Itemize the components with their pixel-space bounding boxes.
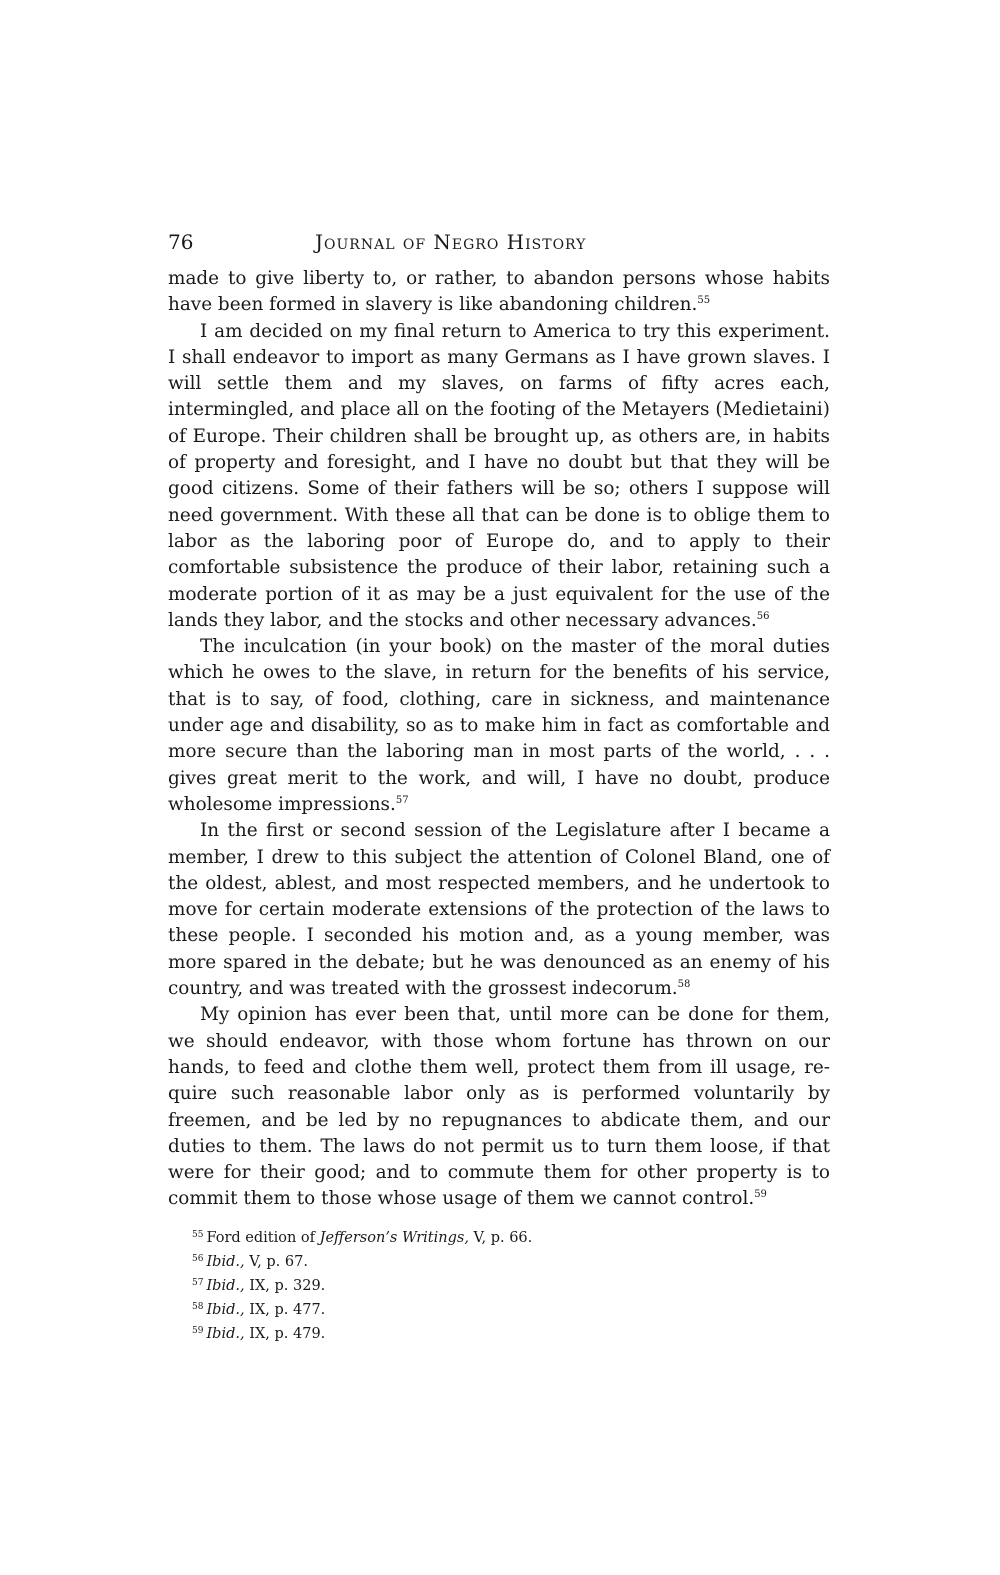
footnote-prefix: Ford edition of — [206, 1229, 320, 1246]
footnote-text — [206, 1275, 325, 1297]
footnote-text — [206, 1251, 307, 1273]
footnote — [192, 1251, 830, 1275]
paragraph-text: made to give liberty to, or rather, to abandon persons whose habits have been formed in slavery is like abandoning children. — [168, 268, 830, 316]
footnote — [192, 1299, 830, 1323]
footnote-citation: V, p. 66. — [468, 1229, 533, 1246]
footnote-text — [206, 1299, 325, 1321]
footnote-citation: IX, p. 477. — [244, 1301, 326, 1318]
footnote-ref: 56 — [756, 610, 770, 622]
paragraph — [168, 319, 830, 635]
footnote-number: 56 — [192, 1253, 204, 1264]
footnote-title: Ibid., — [206, 1277, 245, 1294]
footnote-title: Ibid., — [206, 1253, 245, 1270]
footnote-number: 59 — [192, 1325, 204, 1336]
footnote-ref: 55 — [697, 295, 711, 307]
paragraph — [168, 266, 830, 319]
paragraph — [168, 1002, 830, 1212]
footnote-ref: 58 — [677, 978, 691, 990]
footnotes — [168, 1227, 830, 1347]
footnote — [192, 1323, 830, 1347]
footnote-citation: IX, p. 329. — [244, 1277, 326, 1294]
paragraph-text: In the first or second session of the Legislature after I became a member, I drew to this subject the attention of Colonel Bland, one of the oldest, ablest, and most respected members, and he undertook to move for certain moderate extensions of the protection of the laws to these people. I seconded his motion and, as a young member, was more spared in the debate; but he was denounced as an enemy of his country, and was treated with the grossest indecorum. — [168, 820, 830, 1000]
paragraph-text: I am decided on my final return to America to try this experiment. I shall endeavor to import as many Germans as I have grown slaves. I will settle them and my slaves, on farms of fifty acres each, intermingled, and place all on the footing of the Metayers (Medietaini) of Europe. Their children shall be brought up, as others are, in habits of property and foresight, and I have no doubt but that they will be good citizens. Some of their fathers will be so; others I suppose will need government. With these all that can be done is to oblige them to labor as the laboring poor of Europe do, and to apply to their comfortable subsistence the produce of their labor, retaining such a moderate portion of it as may be a just equivalent for the use of the lands they labor, and the stocks and other necessary advances. — [168, 320, 830, 631]
paragraph — [168, 818, 830, 1002]
footnote-ref: 59 — [754, 1189, 767, 1201]
footnote-title: Ibid., — [206, 1301, 245, 1318]
footnote-title: Ibid., — [206, 1325, 245, 1342]
footnote-text — [206, 1323, 325, 1345]
footnote-text — [206, 1227, 532, 1249]
page-header — [168, 228, 830, 264]
footnote-title: Jefferson’s Writings, — [319, 1229, 469, 1246]
footnote-ref: 57 — [395, 794, 409, 806]
paragraph-text: My opinion has ever been that, until more can be done for them, we should endeavor, with those whom fortune has thrown on our hands, to feed and clothe them well, protect them from ill usage, require such reasonable labor only as is performed voluntarily by freemen, and be led by no repugnances to abdicate them, and our duties to them. The laws do not permit us to turn them loose, if that were for their good; and to commute them for other property is to commit them to those whose usage of them we cannot control. — [168, 1004, 830, 1210]
paragraph-text: The inculcation (in your book) on the master of the moral duties which he owes to the slave, in return for the benefits of his service, that is to say, of food, clothing, care in sickness, and maintenance under age and disability, so as to make him in fact as comfortable and more secure than the laboring man in most parts of the world, . . . gives great merit to the work, and will, I have no doubt, produce wholesome impressions. — [168, 636, 830, 815]
footnote-number: 55 — [192, 1229, 204, 1240]
footnote — [192, 1227, 830, 1251]
footnote-number: 58 — [192, 1301, 204, 1312]
footnote-citation: IX, p. 479. — [244, 1325, 326, 1342]
footnote — [192, 1275, 830, 1299]
page — [168, 228, 830, 1347]
body-text — [168, 266, 830, 1213]
footnote-citation: V, p. 67. — [244, 1253, 308, 1270]
page-number: 76 — [168, 230, 194, 254]
paragraph — [168, 634, 830, 818]
footnote-number: 57 — [192, 1277, 204, 1288]
running-head: Journal of Negro History — [315, 230, 587, 254]
